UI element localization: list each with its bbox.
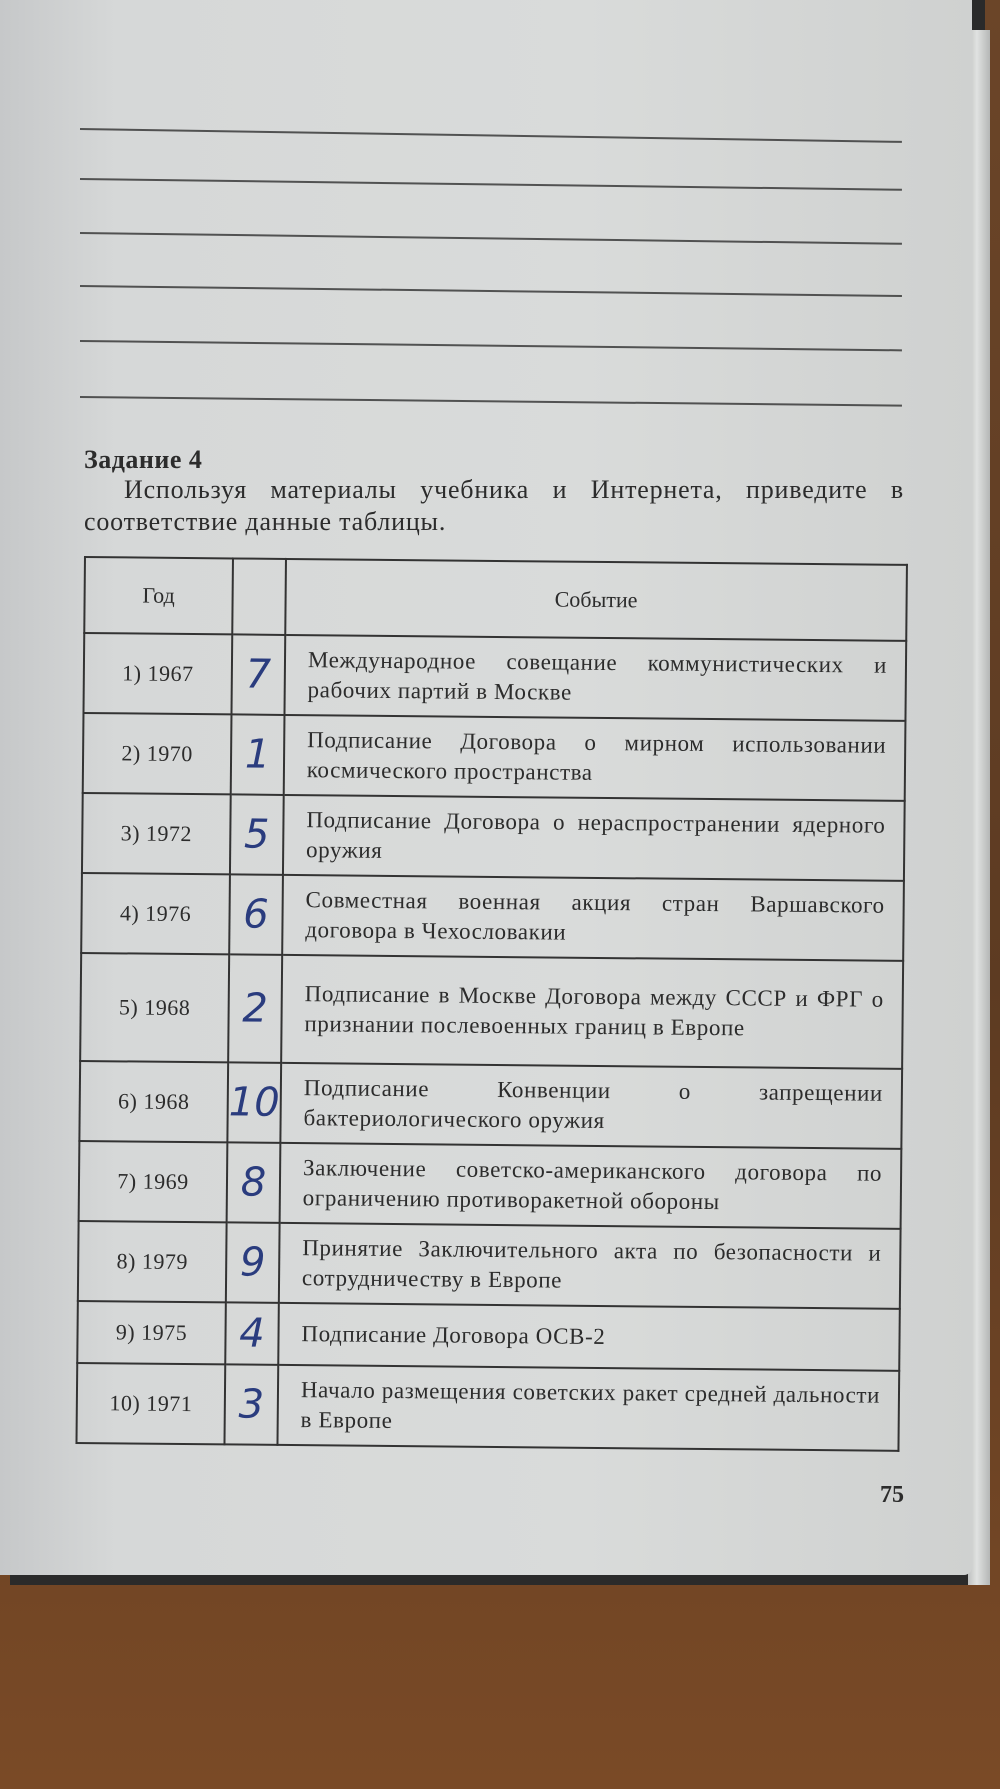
header-year: Год bbox=[84, 557, 233, 634]
table-row bbox=[78, 1221, 901, 1309]
handwritten-answer: 4 bbox=[225, 1302, 278, 1365]
row-event: Совместная военная акция стран Варшавского договора в Чехословакии bbox=[282, 875, 904, 961]
handwritten-answer: 3 bbox=[224, 1364, 278, 1445]
row-year: 1) 1967 bbox=[83, 633, 232, 714]
row-year: 7) 1969 bbox=[79, 1141, 228, 1222]
row-year: 8) 1979 bbox=[78, 1221, 227, 1302]
handwritten-answer: 9 bbox=[226, 1222, 280, 1303]
handwritten-answer: 7 bbox=[231, 634, 285, 715]
header-answer bbox=[232, 558, 286, 635]
row-year: 2) 1970 bbox=[83, 713, 232, 794]
handwritten-answer: 2 bbox=[228, 954, 282, 1063]
table-row bbox=[83, 713, 906, 801]
page-number: 75 bbox=[880, 1482, 904, 1508]
row-year: 9) 1975 bbox=[77, 1301, 226, 1364]
task-heading: Задание 4 bbox=[84, 445, 203, 474]
handwritten-answer: 6 bbox=[229, 874, 283, 955]
row-year: 10) 1971 bbox=[76, 1363, 225, 1444]
handwritten-answer: 8 bbox=[227, 1142, 281, 1223]
row-year: 6) 1968 bbox=[79, 1061, 228, 1142]
table-row bbox=[81, 873, 904, 961]
row-event: Подписание Договора ОСВ-2 bbox=[278, 1303, 900, 1371]
table-row bbox=[79, 1141, 902, 1229]
row-event: Подписание Конвенции о запрещении бактериологического оружия bbox=[280, 1063, 902, 1149]
table-row bbox=[79, 1061, 902, 1149]
answer-line bbox=[80, 232, 902, 245]
row-event: Подписание Договора о нераспространении ядерного оружия bbox=[283, 795, 905, 881]
table-row bbox=[76, 1363, 899, 1451]
answer-line bbox=[80, 340, 902, 351]
matching-table bbox=[75, 556, 907, 1452]
table-row bbox=[77, 1301, 900, 1371]
row-year: 4) 1976 bbox=[81, 873, 230, 954]
row-year: 5) 1968 bbox=[80, 953, 229, 1062]
answer-line bbox=[80, 178, 902, 191]
handwritten-answer: 5 bbox=[230, 794, 284, 875]
answer-line bbox=[80, 285, 902, 297]
row-year: 3) 1972 bbox=[82, 793, 231, 874]
header-event: Событие bbox=[285, 559, 907, 641]
row-event: Международное совещание коммунистических и рабочих партий в Москве bbox=[284, 635, 906, 721]
table-row bbox=[82, 793, 905, 881]
row-event: Принятие Заключительного акта по безопасности и сотрудничеству в Европе bbox=[279, 1223, 901, 1309]
answer-line bbox=[80, 128, 902, 143]
row-event: Заключение советско-американского договора по ограничению противоракетной обороны bbox=[280, 1143, 902, 1229]
table-header-row bbox=[84, 557, 907, 641]
handwritten-answer: 10 bbox=[227, 1062, 281, 1143]
table-row bbox=[83, 633, 906, 721]
answer-line bbox=[80, 396, 902, 407]
task-instruction: Используя материалы учебника и Интернета, приведите в соответствие данные таблицы. bbox=[84, 475, 904, 536]
row-event: Начало размещения советских ракет средней дальности в Европе bbox=[277, 1365, 899, 1451]
handwritten-answer: 1 bbox=[231, 714, 285, 795]
row-event: Подписание в Москве Договора между СССР и ФРГ о признании послевоенных границ в Европе bbox=[281, 955, 903, 1069]
table-row bbox=[80, 953, 903, 1069]
row-event: Подписание Договора о мирном использовании космического пространства bbox=[284, 715, 906, 801]
